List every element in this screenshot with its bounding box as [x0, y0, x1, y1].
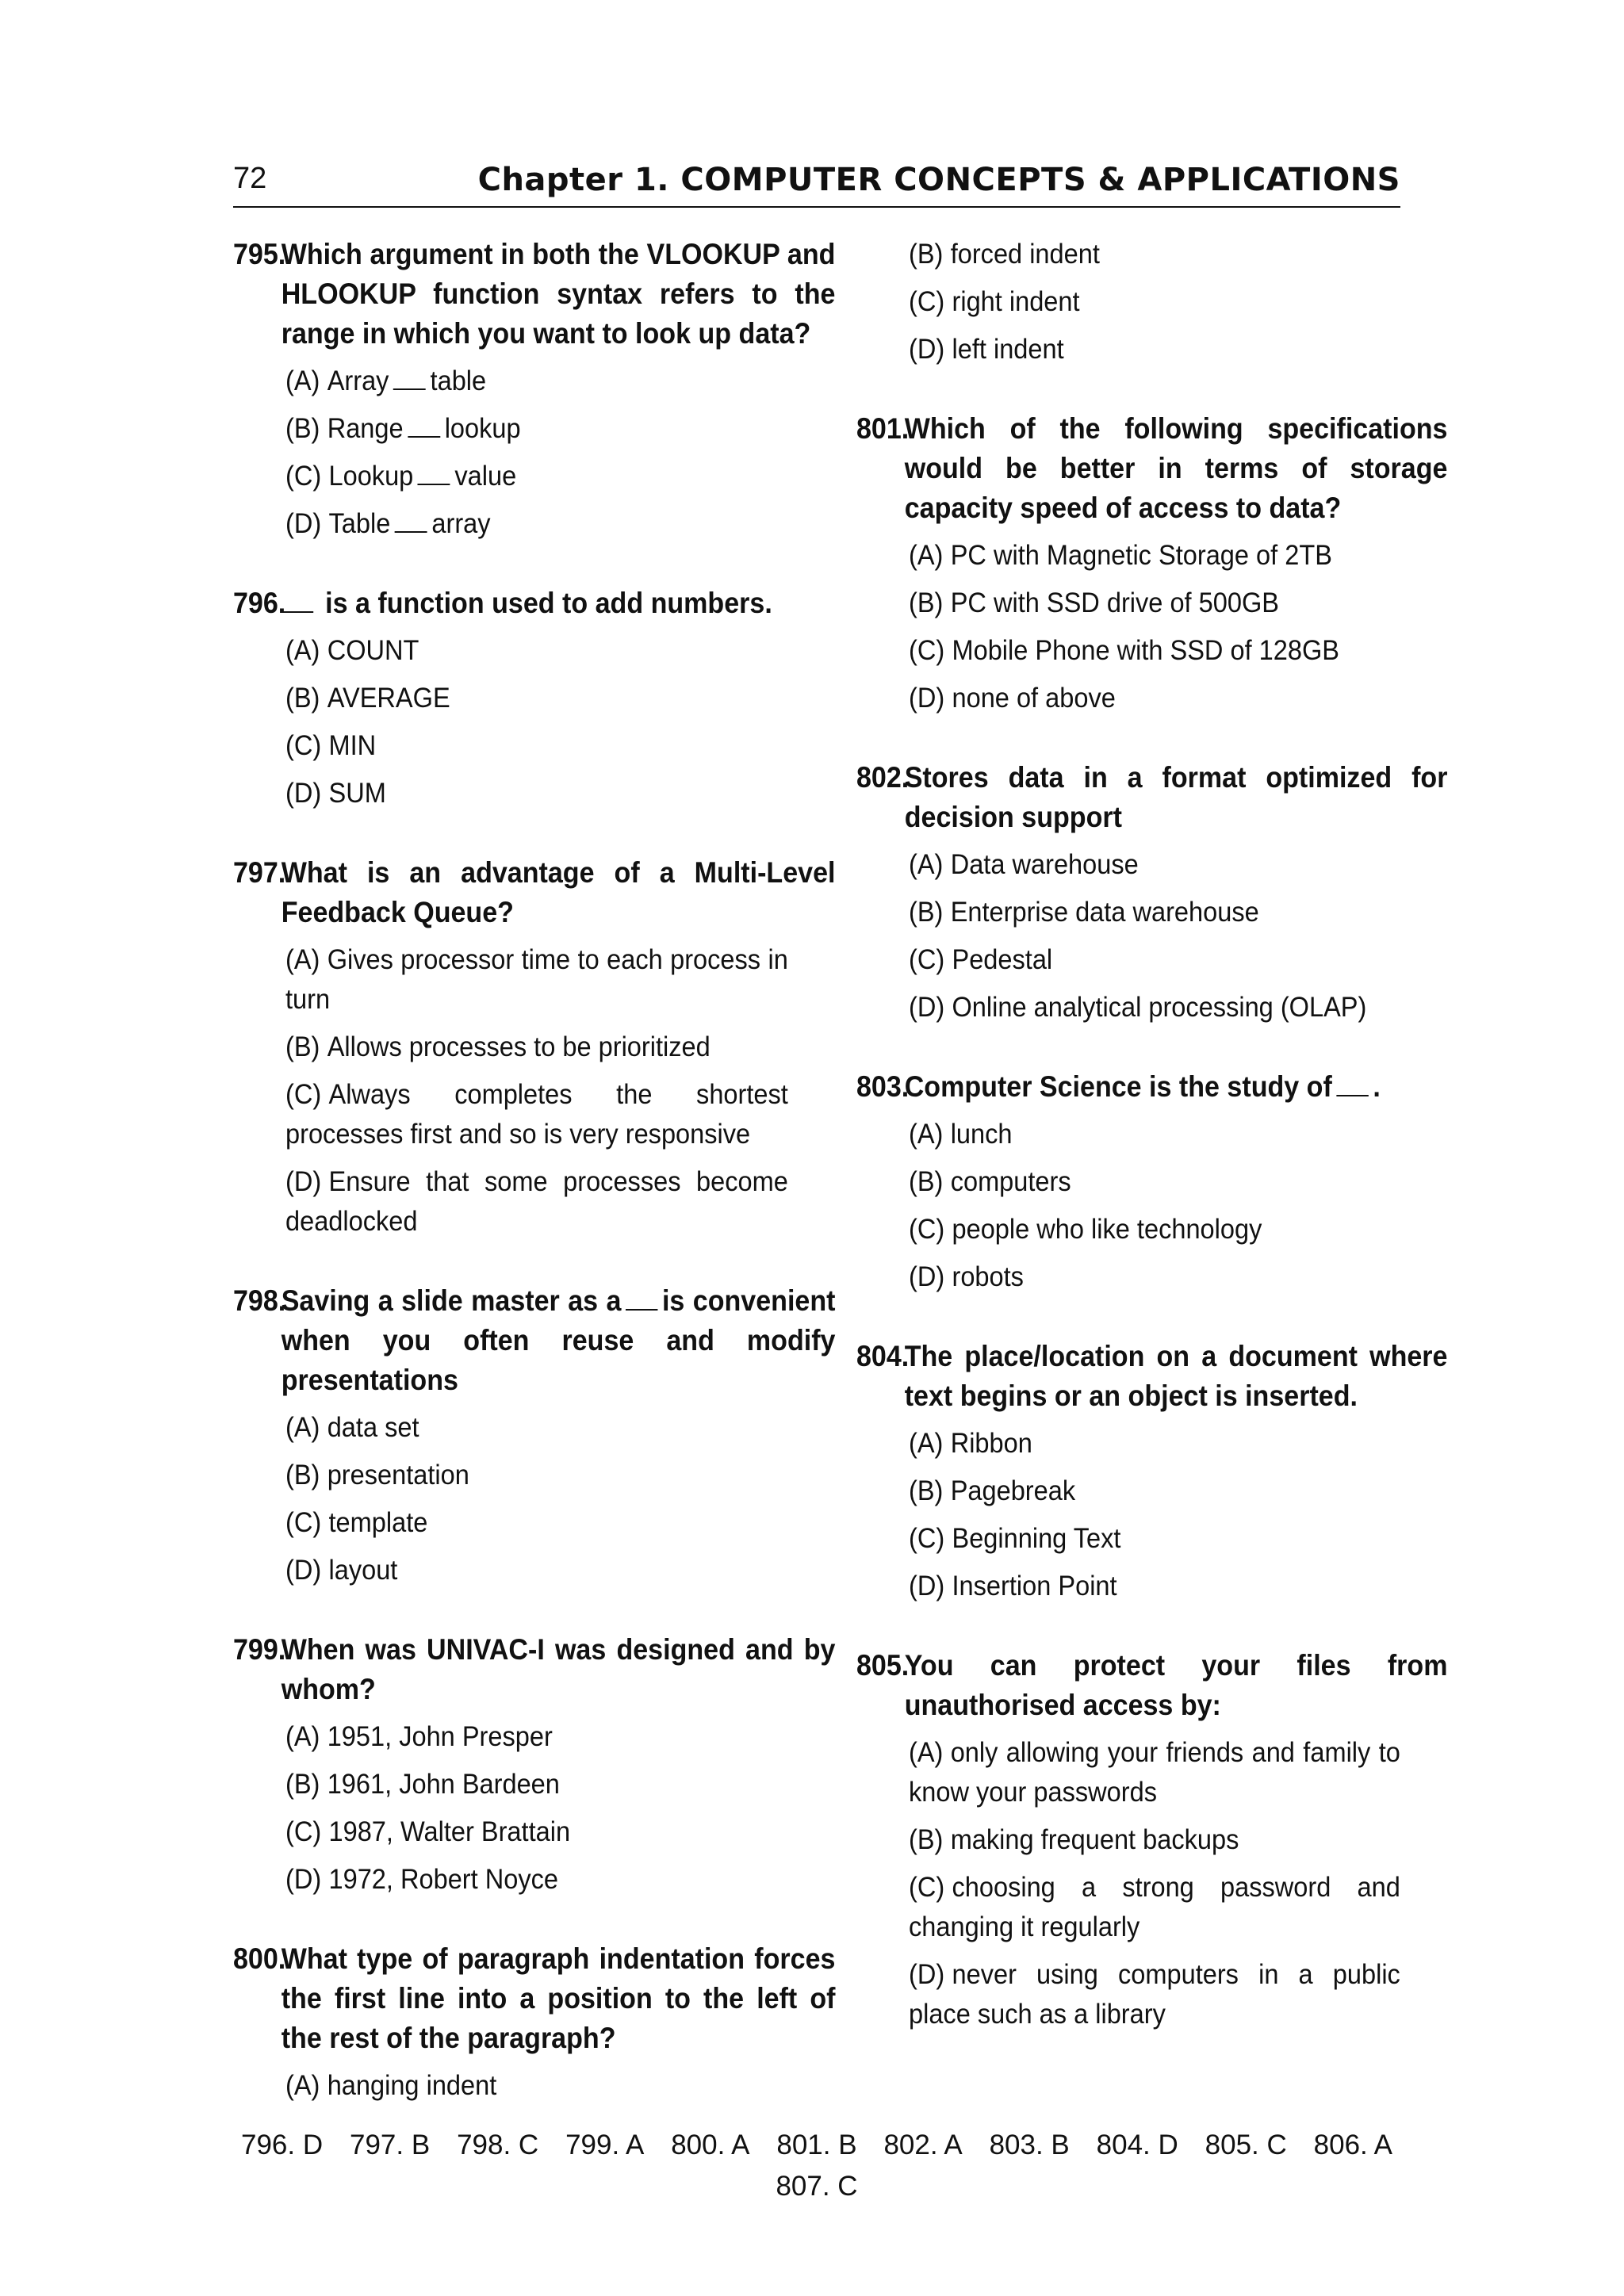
option-label: (A)	[285, 635, 320, 666]
question-body: Saving a slide master as a	[281, 1284, 622, 1317]
question-body: What type of paragraph indentation forces the first line into a position to the left of the rest of the paragraph?	[281, 1942, 836, 2054]
page-number: 72	[233, 162, 267, 195]
option-b	[909, 584, 1400, 623]
question-802	[856, 758, 1448, 1027]
left-column	[233, 235, 836, 2145]
option-b	[909, 1820, 1400, 1860]
options	[233, 940, 788, 1242]
option-label: (A)	[285, 944, 320, 975]
option-label: (B)	[285, 1460, 320, 1490]
question-text	[233, 1281, 835, 1400]
option-label: (D)	[285, 1864, 322, 1895]
option-label: (B)	[285, 413, 320, 444]
option-label: (A)	[285, 1412, 320, 1443]
question-text	[233, 235, 835, 354]
option-text: Enterprise data warehouse	[950, 897, 1259, 928]
option-a	[909, 845, 1400, 885]
question-805	[856, 1646, 1448, 2034]
option-text: Insertion Point	[952, 1571, 1117, 1601]
option-label: (C)	[909, 1872, 945, 1903]
option-text: AVERAGE	[327, 683, 450, 714]
option-a	[909, 1115, 1400, 1154]
option-b	[285, 1027, 788, 1067]
question-body: When was UNIVAC-I was designed and by whom?	[281, 1633, 836, 1705]
option-c	[909, 631, 1400, 671]
question-number: 798.	[233, 1284, 286, 1317]
option-text: 1987, Walter Brattain	[328, 1816, 571, 1847]
option-text: Always completes the shortest processes first and so is very responsive	[285, 1079, 788, 1150]
option-text: never using computers in a public place such as a library	[909, 1959, 1400, 2030]
option-label: (B)	[909, 239, 944, 270]
option-a	[909, 536, 1400, 576]
option-label: (C)	[909, 944, 945, 975]
question-text	[233, 584, 835, 623]
option-label: (C)	[909, 635, 945, 666]
option-c	[285, 1503, 788, 1543]
option-text: choosing a strong password and changing it regularly	[909, 1872, 1400, 1942]
option-label: (C)	[285, 461, 322, 492]
option-text: lunch	[950, 1119, 1013, 1150]
option-d	[285, 774, 788, 813]
option-b	[909, 235, 1400, 274]
question-number: 799.	[233, 1633, 286, 1666]
option-label: (D)	[285, 778, 322, 809]
option-label: (B)	[285, 1769, 320, 1800]
right-column	[856, 235, 1448, 2074]
option-b	[909, 1471, 1400, 1511]
option-a	[909, 1424, 1400, 1464]
option-label: (A)	[285, 1721, 320, 1752]
answer-item: 802. A	[883, 2130, 963, 2160]
question-804	[856, 1337, 1448, 1606]
option-text: Ribbon	[950, 1428, 1032, 1459]
blank-line	[395, 531, 427, 533]
option-label: (C)	[285, 1079, 322, 1110]
option-b	[285, 409, 788, 449]
question-body: Stores data in a format optimized for decision support	[904, 761, 1448, 833]
question-801	[856, 409, 1448, 718]
option-text: table	[430, 365, 487, 396]
question-body: Computer Science is the study of	[904, 1070, 1332, 1103]
option-label: (D)	[909, 1261, 945, 1292]
question-text	[233, 1630, 835, 1709]
answer-item: 799. A	[565, 2130, 645, 2160]
answer-item: 796. D	[241, 2130, 324, 2160]
option-label: (C)	[285, 1816, 322, 1847]
question-number: 797.	[233, 856, 286, 889]
option-d	[909, 1567, 1400, 1606]
option-label: (B)	[285, 1031, 320, 1062]
option-label: (D)	[909, 992, 945, 1023]
option-text: people who like technology	[952, 1214, 1262, 1245]
option-text: 1951, John Presper	[327, 1721, 553, 1752]
question-798	[233, 1281, 836, 1590]
options	[233, 631, 788, 813]
option-b	[909, 1162, 1400, 1202]
question-body: What is an advantage of a Multi-Level Feedback Queue?	[281, 856, 836, 928]
blank-line	[393, 388, 426, 390]
options	[233, 1408, 788, 1590]
option-c	[909, 282, 1400, 322]
question-text	[856, 1337, 1447, 1416]
question-795	[233, 235, 836, 544]
option-text: Allows processes to be prioritized	[327, 1031, 710, 1062]
blank-line	[282, 611, 313, 613]
option-label: (A)	[909, 540, 944, 571]
question-text	[856, 758, 1447, 837]
option-a	[909, 1733, 1400, 1812]
option-c	[285, 1812, 788, 1852]
option-text: Array	[327, 365, 389, 396]
question-text	[856, 1067, 1447, 1107]
question-body: Which of the following specifications would be better in terms of storage capacity speed of access to data?	[904, 412, 1448, 524]
question-799	[233, 1630, 836, 1900]
question-797	[233, 853, 836, 1242]
option-label: (C)	[909, 286, 945, 317]
option-text: Lookup	[328, 461, 414, 492]
blank-line	[1336, 1095, 1368, 1096]
option-b	[285, 1456, 788, 1495]
option-text: PC with Magnetic Storage of 2TB	[950, 540, 1332, 571]
option-text: 1972, Robert Noyce	[328, 1864, 558, 1895]
option-label: (C)	[909, 1214, 945, 1245]
option-c	[909, 940, 1400, 980]
chapter-title: Chapter 1. COMPUTER CONCEPTS & APPLICATIONS	[477, 162, 1400, 198]
option-text: robots	[952, 1261, 1024, 1292]
option-label: (B)	[909, 1166, 944, 1197]
option-text: left indent	[952, 334, 1064, 365]
option-label: (D)	[909, 683, 945, 714]
option-text: forced indent	[950, 239, 1100, 270]
option-text: only allowing your friends and family to know your passwords	[909, 1737, 1400, 1808]
option-a	[285, 631, 788, 671]
option-b	[285, 679, 788, 718]
answer-item: 798. C	[457, 2130, 539, 2160]
option-label: (B)	[909, 587, 944, 618]
option-d	[285, 1860, 788, 1900]
answer-key-row	[233, 2125, 1400, 2166]
option-text: value	[454, 461, 517, 492]
option-label: (A)	[285, 2070, 320, 2101]
option-d	[285, 1162, 788, 1242]
option-text: Ensure that some processes become deadlocked	[285, 1166, 788, 1237]
question-text	[233, 853, 835, 932]
blank-line	[408, 436, 440, 438]
option-text: hanging indent	[327, 2070, 497, 2101]
option-d	[909, 1257, 1400, 1297]
answer-item: 804. D	[1096, 2130, 1178, 2160]
option-c	[909, 1210, 1400, 1249]
option-text: 1961, John Bardeen	[327, 1769, 560, 1800]
option-c	[909, 1519, 1400, 1559]
option-text: computers	[950, 1166, 1071, 1197]
option-d	[285, 504, 788, 544]
option-label: (C)	[285, 1507, 322, 1538]
option-label: (D)	[285, 1555, 322, 1586]
option-text: lookup	[444, 413, 521, 444]
option-text: Range	[327, 413, 404, 444]
blank-line	[626, 1309, 657, 1311]
option-b	[285, 1765, 788, 1804]
question-800-continued	[856, 235, 1400, 369]
option-text: Pedestal	[952, 944, 1053, 975]
option-text: Online analytical processing (OLAP)	[952, 992, 1367, 1023]
answer-item: 803. B	[989, 2130, 1070, 2160]
option-label: (B)	[909, 1475, 944, 1506]
option-c	[285, 457, 788, 496]
question-number: 796.	[233, 587, 286, 619]
question-number: 804.	[856, 1340, 910, 1372]
option-label: (C)	[285, 730, 322, 761]
question-body: is convenient when you often reuse and modify presentations	[281, 1284, 836, 1396]
options	[233, 2066, 788, 2106]
option-label: (D)	[285, 508, 322, 539]
option-c	[909, 1868, 1400, 1947]
option-a	[285, 1717, 788, 1757]
question-number: 800.	[233, 1942, 286, 1975]
option-label: (D)	[285, 1166, 322, 1197]
answer-item: 805. C	[1205, 2130, 1287, 2160]
option-d	[909, 988, 1400, 1027]
option-label: (D)	[909, 1571, 945, 1601]
question-796	[233, 584, 788, 813]
options	[856, 1115, 1400, 1297]
option-text: Beginning Text	[952, 1523, 1121, 1554]
options	[856, 845, 1400, 1027]
option-c	[285, 726, 788, 766]
option-text: presentation	[327, 1460, 469, 1490]
option-label: (A)	[285, 365, 320, 396]
option-d	[909, 1955, 1400, 2034]
option-label: (B)	[909, 1824, 944, 1855]
option-label: (B)	[909, 897, 944, 928]
question-text	[856, 1646, 1447, 1725]
option-text: Mobile Phone with SSD of 128GB	[952, 635, 1340, 666]
question-body: You can protect your files from unauthorised access by:	[904, 1649, 1448, 1721]
answer-item: 797. B	[350, 2130, 431, 2160]
question-number: 802.	[856, 761, 910, 794]
question-number: 803.	[856, 1070, 910, 1103]
option-text: Data warehouse	[950, 849, 1139, 880]
question-body: Which argument in both the VLOOKUP and HLOOKUP function syntax refers to the range in which you want to look up data?	[281, 238, 836, 350]
answer-item: 800. A	[671, 2130, 750, 2160]
option-d	[909, 679, 1400, 718]
option-a	[285, 2066, 788, 2106]
option-text: MIN	[328, 730, 377, 761]
blank-line	[418, 484, 450, 485]
options	[856, 1424, 1400, 1606]
question-number: 801.	[856, 412, 910, 445]
option-text: SUM	[328, 778, 386, 809]
option-a	[285, 362, 788, 401]
option-text: Gives processor time to each process in turn	[285, 944, 788, 1015]
question-800	[233, 1939, 836, 2106]
option-label: (A)	[909, 1119, 944, 1150]
option-c	[285, 1075, 788, 1154]
options	[856, 1733, 1400, 2034]
page-header	[233, 162, 1400, 208]
answer-item: 806. A	[1313, 2130, 1392, 2160]
options	[233, 1717, 788, 1900]
option-text: right indent	[952, 286, 1080, 317]
option-label: (C)	[909, 1523, 945, 1554]
option-b	[909, 893, 1400, 932]
answer-key	[233, 2125, 1400, 2207]
option-label: (A)	[909, 849, 944, 880]
option-label: (A)	[909, 1428, 944, 1459]
option-label: (B)	[285, 683, 320, 714]
option-text: none of above	[952, 683, 1116, 714]
answer-item: 801. B	[776, 2130, 857, 2160]
question-body: The place/location on a document where text begins or an object is inserted.	[904, 1340, 1448, 1412]
option-text: layout	[328, 1555, 398, 1586]
question-body: .	[1373, 1070, 1381, 1103]
question-803	[856, 1067, 1400, 1297]
question-number: 795.	[233, 238, 286, 270]
option-text: COUNT	[327, 635, 419, 666]
question-text	[233, 1939, 835, 2058]
option-a	[285, 1408, 788, 1448]
question-text	[856, 409, 1447, 528]
option-label: (D)	[909, 1959, 945, 1990]
option-a	[285, 940, 788, 1020]
option-label: (A)	[909, 1737, 944, 1768]
question-number: 805.	[856, 1649, 910, 1682]
option-text: Table	[328, 508, 391, 539]
option-text: data set	[327, 1412, 419, 1443]
option-text: Pagebreak	[950, 1475, 1076, 1506]
question-body: is a function used to add numbers.	[325, 587, 772, 619]
option-d	[285, 1551, 788, 1590]
option-text: making frequent backups	[950, 1824, 1239, 1855]
options	[856, 235, 1400, 369]
answer-item: 807. C	[776, 2171, 858, 2202]
answer-key-row-2	[233, 2166, 1400, 2207]
option-label: (D)	[909, 334, 945, 365]
option-text: array	[431, 508, 491, 539]
options	[233, 362, 788, 544]
option-d	[909, 330, 1400, 369]
option-text: template	[328, 1507, 428, 1538]
option-text: PC with SSD drive of 500GB	[950, 587, 1279, 618]
options	[856, 536, 1400, 718]
